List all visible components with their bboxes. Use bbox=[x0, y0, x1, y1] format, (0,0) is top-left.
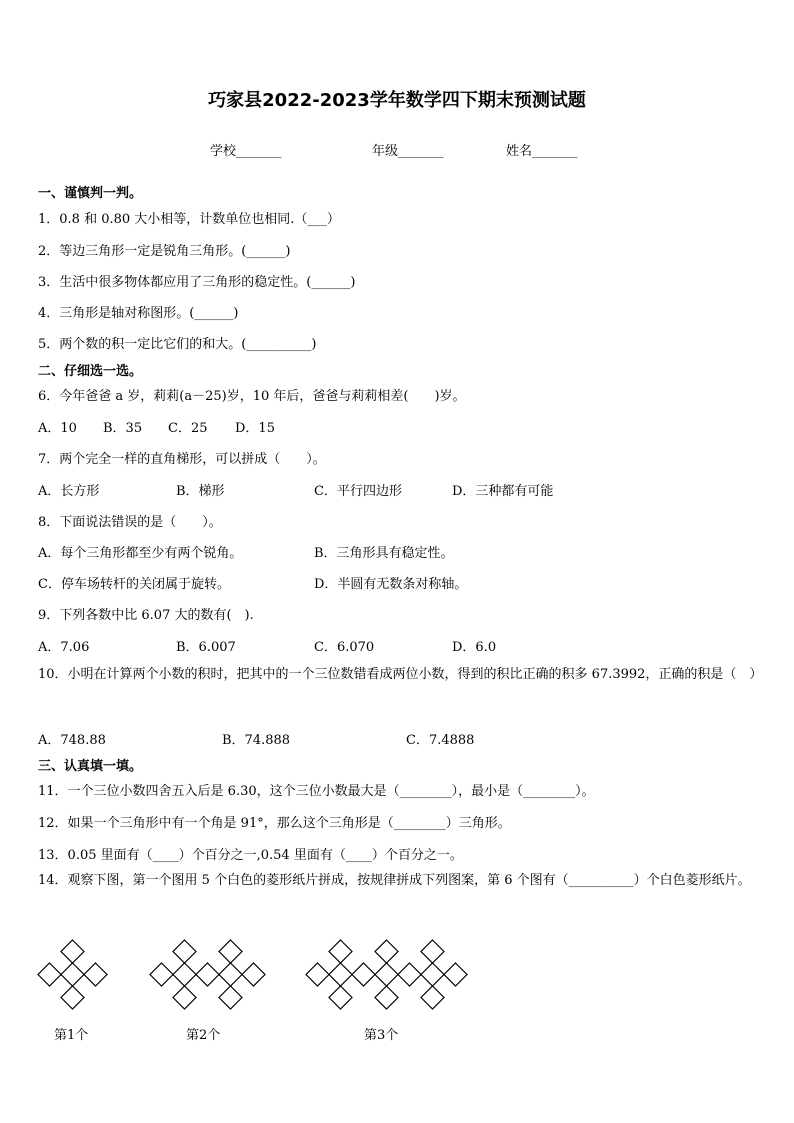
question-8: 8．下面说法错误的是（ ）。 bbox=[38, 515, 222, 530]
section2-heading: 二、仔细选一选。 bbox=[38, 364, 143, 379]
question-4: 4．三角形是轴对称图形。(______) bbox=[38, 306, 239, 321]
question-11: 11．一个三位小数四舍五入后是 6.30，这个三位小数最大是（________），最小是（________）。 bbox=[38, 784, 595, 799]
grade-field: 年级_______ bbox=[372, 144, 444, 159]
rhombus-tile-2 bbox=[84, 963, 107, 986]
question-13: 13．0.05 里面有（____）个百分之一,0.54 里面有（____）个百分之一。 bbox=[38, 848, 463, 863]
figure-2-caption: 第2个 bbox=[186, 1028, 221, 1043]
rhombus-tile-0 bbox=[61, 963, 84, 986]
school-field: 学校_______ bbox=[210, 144, 282, 159]
q7-option-d: D．三种都有可能 bbox=[452, 484, 554, 499]
section1-heading: 一、谨慎判一判。 bbox=[38, 186, 143, 201]
rhombus-tile-3 bbox=[61, 940, 84, 963]
rhombus-tile-1 bbox=[306, 963, 329, 986]
q10-option-b: B．74.888 bbox=[222, 733, 291, 748]
question-1: 1．0.8 和 0.80 大小相等，计数单位也相同.（___） bbox=[38, 212, 340, 227]
rhombus-tile-2 bbox=[196, 963, 219, 986]
q6-option-a: A．10 bbox=[38, 421, 77, 436]
q7-option-a: A．长方形 bbox=[38, 484, 100, 499]
rhombus-tile-2 bbox=[352, 963, 375, 986]
q8-option-d: D．半圆有无数条对称轴。 bbox=[314, 577, 468, 592]
question-9: 9．下列各数中比 6.07 大的数有( ). bbox=[38, 608, 254, 623]
rhombus-tile-1 bbox=[150, 963, 173, 986]
rhombus-tile-4 bbox=[173, 986, 196, 1009]
rhombus-tile-0 bbox=[329, 963, 352, 986]
question-14: 14．观察下图，第一个图用 5 个白色的菱形纸片拼成，按规律拼成下列图案，第 6 个图有（__________）个白色菱形纸片。 bbox=[38, 873, 751, 888]
q10-option-c: C．7.4888 bbox=[406, 733, 475, 748]
question-12: 12．如果一个三角形中有一个角是 91°，那么这个三角形是（________）三角形。 bbox=[38, 816, 511, 831]
name-field: 姓名_______ bbox=[506, 144, 578, 159]
rhombus-tile-10 bbox=[444, 963, 467, 986]
rhombus-tile-4 bbox=[329, 986, 352, 1009]
q8-option-a: A．每个三角形都至少有两个锐角。 bbox=[38, 546, 243, 561]
rhombus-tile-6 bbox=[242, 963, 265, 986]
question-3: 3．生活中很多物体都应用了三角形的稳定性。(______) bbox=[38, 275, 356, 290]
q8-option-b: B．三角形具有稳定性。 bbox=[314, 546, 454, 561]
rhombus-figure-1 bbox=[38, 940, 118, 1020]
q9-option-b: B．6.007 bbox=[176, 640, 236, 655]
rhombus-tile-7 bbox=[375, 940, 398, 963]
rhombus-tile-4 bbox=[61, 986, 84, 1009]
rhombus-tile-3 bbox=[329, 940, 352, 963]
q9-option-d: D．6.0 bbox=[452, 640, 497, 655]
rhombus-tile-1 bbox=[38, 963, 61, 986]
rhombus-tile-8 bbox=[219, 986, 242, 1009]
rhombus-tile-0 bbox=[173, 963, 196, 986]
rhombus-tile-5 bbox=[219, 963, 242, 986]
rhombus-figure-2 bbox=[150, 940, 280, 1020]
question-6: 6．今年爸爸 a 岁，莉莉(a－25)岁，10 年后，爸爸与莉莉相差( )岁。 bbox=[38, 389, 466, 404]
q10-option-a: A．748.88 bbox=[38, 733, 106, 748]
section3-heading: 三、认真填一填。 bbox=[38, 759, 143, 774]
rhombus-tile-6 bbox=[398, 963, 421, 986]
q7-option-b: B．梯形 bbox=[176, 484, 225, 499]
rhombus-tile-9 bbox=[421, 963, 444, 986]
figure-3-caption: 第3个 bbox=[364, 1028, 399, 1043]
rhombus-tile-3 bbox=[173, 940, 196, 963]
rhombus-tile-12 bbox=[421, 986, 444, 1009]
q9-option-c: C．6.070 bbox=[314, 640, 375, 655]
question-7: 7．两个完全一样的直角梯形，可以拼成（ ）。 bbox=[38, 452, 326, 467]
q8-option-c: C．停车场转杆的关闭属于旋转。 bbox=[38, 577, 230, 592]
question-2: 2．等边三角形一定是锐角三角形。(______) bbox=[38, 244, 291, 259]
exam-title: 巧家县2022-2023学年数学四下期末预测试题 bbox=[208, 90, 586, 111]
question-10: 10．小明在计算两个小数的积时，把其中的一个三位数错看成两位小数，得到的积比正确的积多 67.3992，正确的积是（ ） bbox=[38, 667, 763, 682]
q7-option-c: C．平行四边形 bbox=[314, 484, 402, 499]
rhombus-figure-3 bbox=[306, 940, 486, 1020]
rhombus-tile-11 bbox=[421, 940, 444, 963]
rhombus-tile-7 bbox=[219, 940, 242, 963]
rhombus-tile-5 bbox=[375, 963, 398, 986]
figure-1-caption: 第1个 bbox=[54, 1028, 89, 1043]
q6-option-c: C．25 bbox=[168, 421, 208, 436]
question-5: 5．两个数的积一定比它们的和大。(__________) bbox=[38, 337, 317, 352]
q6-option-b: B．35 bbox=[103, 421, 143, 436]
q6-option-d: D．15 bbox=[235, 421, 275, 436]
rhombus-tile-8 bbox=[375, 986, 398, 1009]
q9-option-a: A．7.06 bbox=[38, 640, 90, 655]
